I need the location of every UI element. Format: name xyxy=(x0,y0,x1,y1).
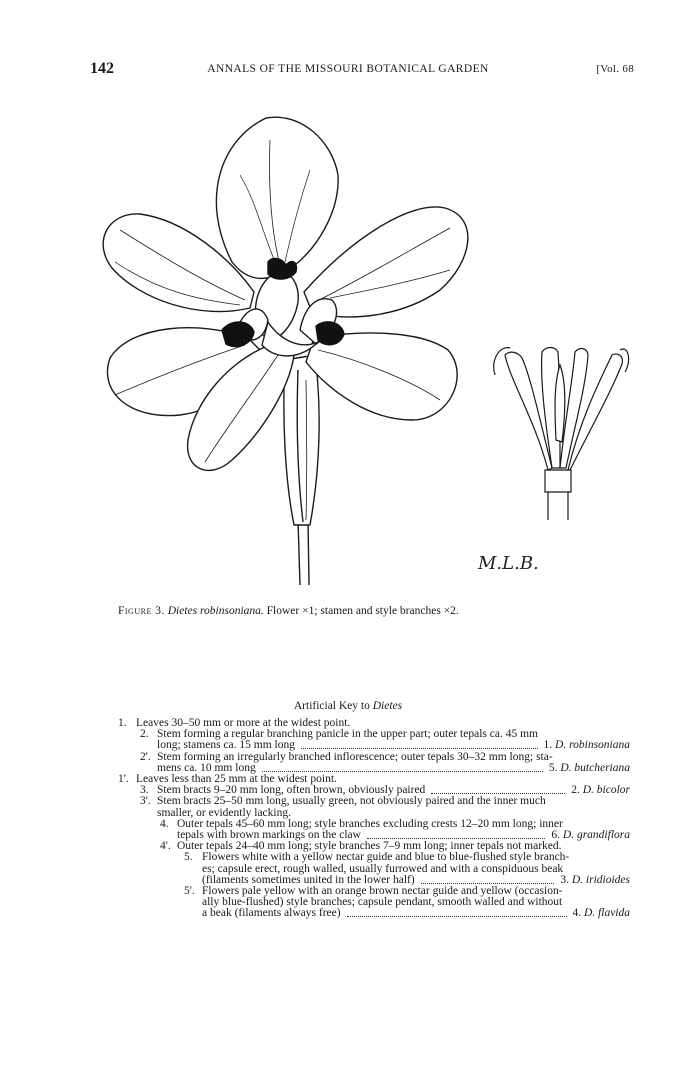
couplet-number: 4'. xyxy=(160,840,171,853)
couplet-text: Outer tepals 24–40 mm long; style branches 7–9 mm long; inner tepals not marked. xyxy=(177,840,562,853)
key-result xyxy=(549,762,630,775)
stamen-detail xyxy=(494,348,629,521)
leader-dots xyxy=(262,762,543,772)
result-number: 2. xyxy=(571,784,583,797)
key-title-prefix: Artificial Key to xyxy=(293,700,370,712)
result-number: 6. xyxy=(551,829,563,841)
result-species: D. butcheriana xyxy=(560,761,630,774)
couplet-text: Flowers pale yellow with an orange brown nectar guide and yellow (occasion- xyxy=(202,885,563,897)
leader-dots xyxy=(421,874,554,884)
couplet-text: Flowers white with a yellow nectar guide and blue to blue-flushed style branch- xyxy=(202,851,570,864)
key-result xyxy=(551,829,630,842)
result-number: 3. xyxy=(560,873,572,886)
couplet-text: a beak (filaments always free) xyxy=(202,907,341,920)
flower-stem xyxy=(284,355,319,585)
couplet-text: mens ca. 10 mm long xyxy=(157,761,256,774)
caption-label: Figure 3. xyxy=(118,605,165,617)
result-species: D. iridioides xyxy=(571,873,630,886)
key-result xyxy=(573,907,631,920)
result-species: D. grandiflora xyxy=(562,829,630,841)
key-title xyxy=(0,700,696,712)
journal-title: ANNALS OF THE MISSOURI BOTANICAL GARDEN xyxy=(207,63,489,75)
couplet-text: es; capsule erect, rough walled, usually furrowed and with a conspiduous beak xyxy=(202,862,564,875)
result-number: 1. xyxy=(543,739,556,752)
couplet-text: Leaves 30–50 mm or more at the widest point. xyxy=(136,717,351,729)
couplet-number: 2. xyxy=(140,728,149,741)
couplet-number: 3'. xyxy=(140,795,151,808)
key-result xyxy=(544,739,630,752)
couplet-number: 1. xyxy=(118,717,127,729)
couplet-text: tepals with brown markings on the claw xyxy=(177,829,361,841)
couplet-text: Stem forming a regular branching panicle in the upper part; outer tepals ca. 45 mm xyxy=(157,728,538,741)
caption-species: Dietes robinsoniana. xyxy=(167,605,264,617)
leader-dots xyxy=(301,739,538,749)
petal-top xyxy=(216,117,338,278)
result-number: 5. xyxy=(548,761,561,774)
couplet-number: 2'. xyxy=(140,750,151,763)
key-result xyxy=(560,874,630,887)
couplet-text: ally blue-flushed) style branches; capsule pendant, smooth walled and without xyxy=(202,896,563,909)
couplet-text: long; stamens ca. 15 mm long xyxy=(157,739,295,752)
figure-caption xyxy=(118,605,638,617)
result-species: D. bicolor xyxy=(582,784,630,797)
illustrator-signature: M.L.B. xyxy=(478,553,539,574)
couplet-text: (filaments sometimes united in the lower half) xyxy=(202,873,415,886)
couplet-text: Stem bracts 25–50 mm long, usually green, not obviously paired and the inner much xyxy=(157,795,546,808)
leader-dots xyxy=(431,784,565,794)
couplet-text: smaller, or evidently lacking. xyxy=(157,806,291,819)
key-title-genus: Dietes xyxy=(372,700,403,712)
result-number: 4. xyxy=(572,907,584,920)
leader-dots xyxy=(347,907,567,917)
botanical-illustration xyxy=(0,95,696,590)
couplet-text: Leaves less than 25 mm at the widest point. xyxy=(136,773,337,785)
result-species: D. robinsoniana xyxy=(555,739,630,752)
key-result xyxy=(571,784,630,797)
couplet-text: Outer tepals 45–60 mm long; style branches excluding crests 12–20 mm long; inner xyxy=(177,817,563,830)
couplet-number: 1'. xyxy=(118,773,129,785)
couplet-number: 3. xyxy=(140,784,149,797)
couplet-text: Stem bracts 9–20 mm long, often brown, obviously paired xyxy=(157,784,426,797)
couplet-text: Stem forming an irregularly branched inflorescence; outer tepals 30–32 mm long; sta- xyxy=(157,750,553,763)
couplet-number: 5'. xyxy=(184,885,195,897)
running-header xyxy=(0,60,696,84)
result-species: D. flavida xyxy=(584,907,630,920)
page-number: 142 xyxy=(90,60,114,77)
caption-text: Flower ×1; stamen and style branches ×2. xyxy=(266,605,459,617)
couplet-number: 5. xyxy=(184,851,193,864)
couplet-number: 4. xyxy=(160,817,169,830)
volume-label: [Vol. 68 xyxy=(596,63,634,75)
leader-dots xyxy=(367,829,545,839)
petal-lower-right xyxy=(306,333,457,420)
